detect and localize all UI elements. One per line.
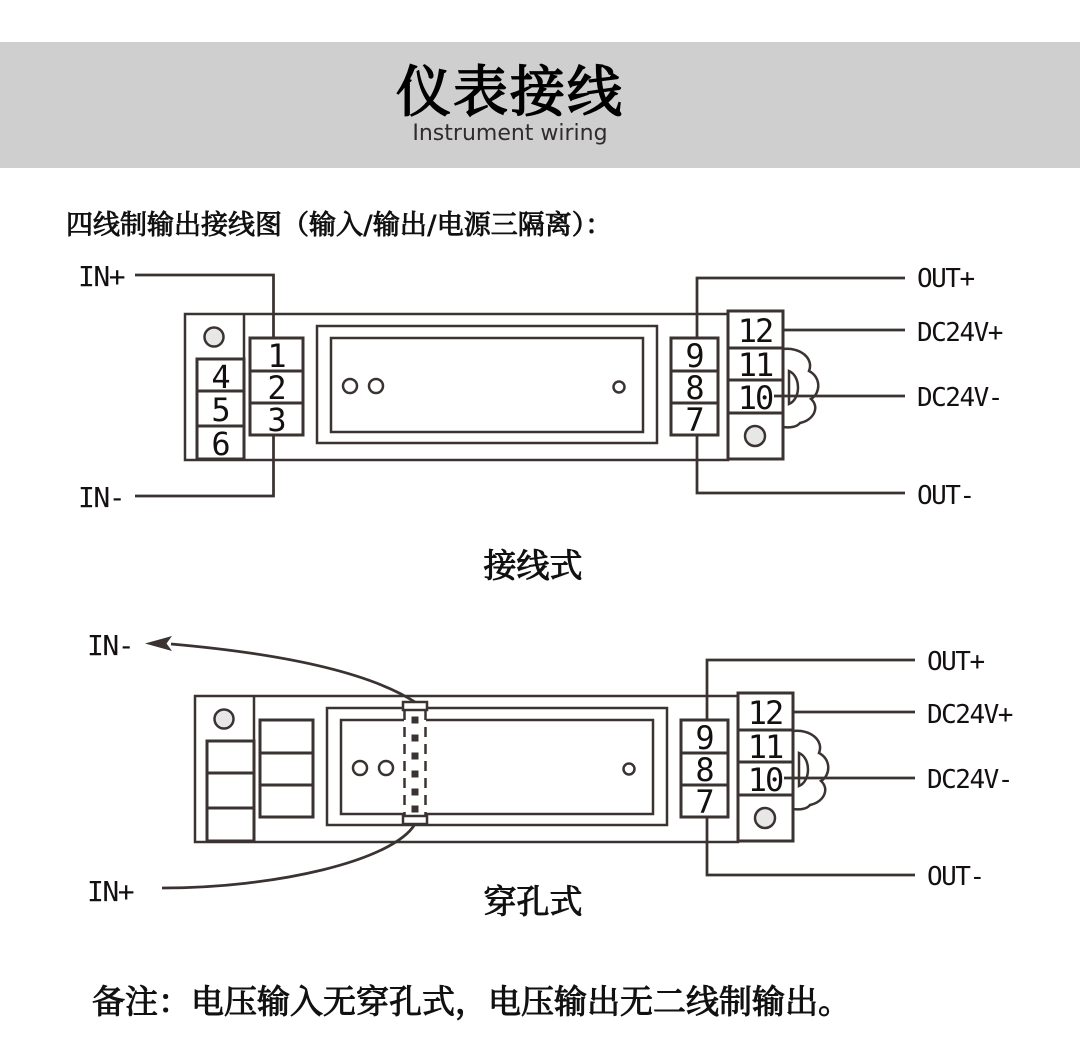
note-text: 备注：电压输入无穿孔式，电压输出无二线制输出。 bbox=[92, 982, 851, 1021]
through-hole-slot bbox=[403, 702, 427, 824]
terminal-number-9: 9 bbox=[685, 337, 703, 375]
wire-dash-segment bbox=[412, 753, 419, 760]
terminal-number-12: 12 bbox=[737, 312, 773, 350]
label-out-minus: OUT- bbox=[917, 481, 974, 511]
wire-dash-segment bbox=[412, 806, 419, 813]
wire-dash-segment bbox=[412, 771, 419, 778]
terminal-number-10: 10 bbox=[737, 379, 773, 417]
terminal-number-11: 11 bbox=[747, 728, 783, 766]
caption-wired: 接线式 bbox=[483, 546, 583, 585]
in-minus-arrowhead-icon bbox=[145, 636, 172, 651]
label-in-minus: IN- bbox=[87, 629, 134, 662]
terminal-number-11: 11 bbox=[737, 346, 773, 384]
terminal-number-8: 8 bbox=[685, 369, 703, 407]
page-title: 仪表接线 bbox=[395, 60, 624, 124]
terminal-number-3: 3 bbox=[267, 401, 285, 439]
terminal-number-6: 6 bbox=[211, 425, 229, 463]
page-subtitle: Instrument wiring bbox=[412, 121, 608, 146]
intro-text: 四线制输出接线图（输入/输出/电源三隔离）： bbox=[66, 210, 613, 241]
label-dc24v-minus: DC24V- bbox=[927, 765, 1012, 795]
label-in-minus: IN- bbox=[78, 481, 125, 514]
terminal-number-7: 7 bbox=[685, 401, 703, 439]
label-dc24v-plus: DC24V+ bbox=[927, 700, 1012, 730]
label-out-minus: OUT- bbox=[927, 862, 984, 892]
terminal-number-5: 5 bbox=[211, 391, 229, 429]
diagram-wired bbox=[78, 260, 1003, 585]
terminal-number-1: 1 bbox=[267, 337, 285, 375]
diagram-through-hole bbox=[87, 629, 1013, 921]
terminal-number-2: 2 bbox=[267, 369, 285, 407]
label-in-plus: IN+ bbox=[78, 260, 125, 293]
caption-through-hole: 穿孔式 bbox=[483, 882, 583, 921]
label-out-plus: OUT+ bbox=[917, 264, 974, 294]
wire-dash-segment bbox=[412, 717, 419, 724]
label-dc24v-plus: DC24V+ bbox=[917, 318, 1002, 348]
terminal-number-10: 10 bbox=[747, 761, 783, 799]
terminal-number-9: 9 bbox=[695, 719, 713, 757]
wire-dash-segment bbox=[412, 789, 419, 796]
terminal-number-4: 4 bbox=[211, 358, 229, 396]
terminal-number-12: 12 bbox=[747, 694, 783, 732]
wire-dash-segment bbox=[412, 735, 419, 742]
label-out-plus: OUT+ bbox=[927, 647, 984, 677]
terminal-number-8: 8 bbox=[695, 751, 713, 789]
wire-in-minus-curve bbox=[171, 644, 415, 702]
label-in-plus: IN+ bbox=[87, 875, 134, 908]
terminal-number-7: 7 bbox=[695, 783, 713, 821]
label-dc24v-minus: DC24V- bbox=[917, 383, 1002, 413]
